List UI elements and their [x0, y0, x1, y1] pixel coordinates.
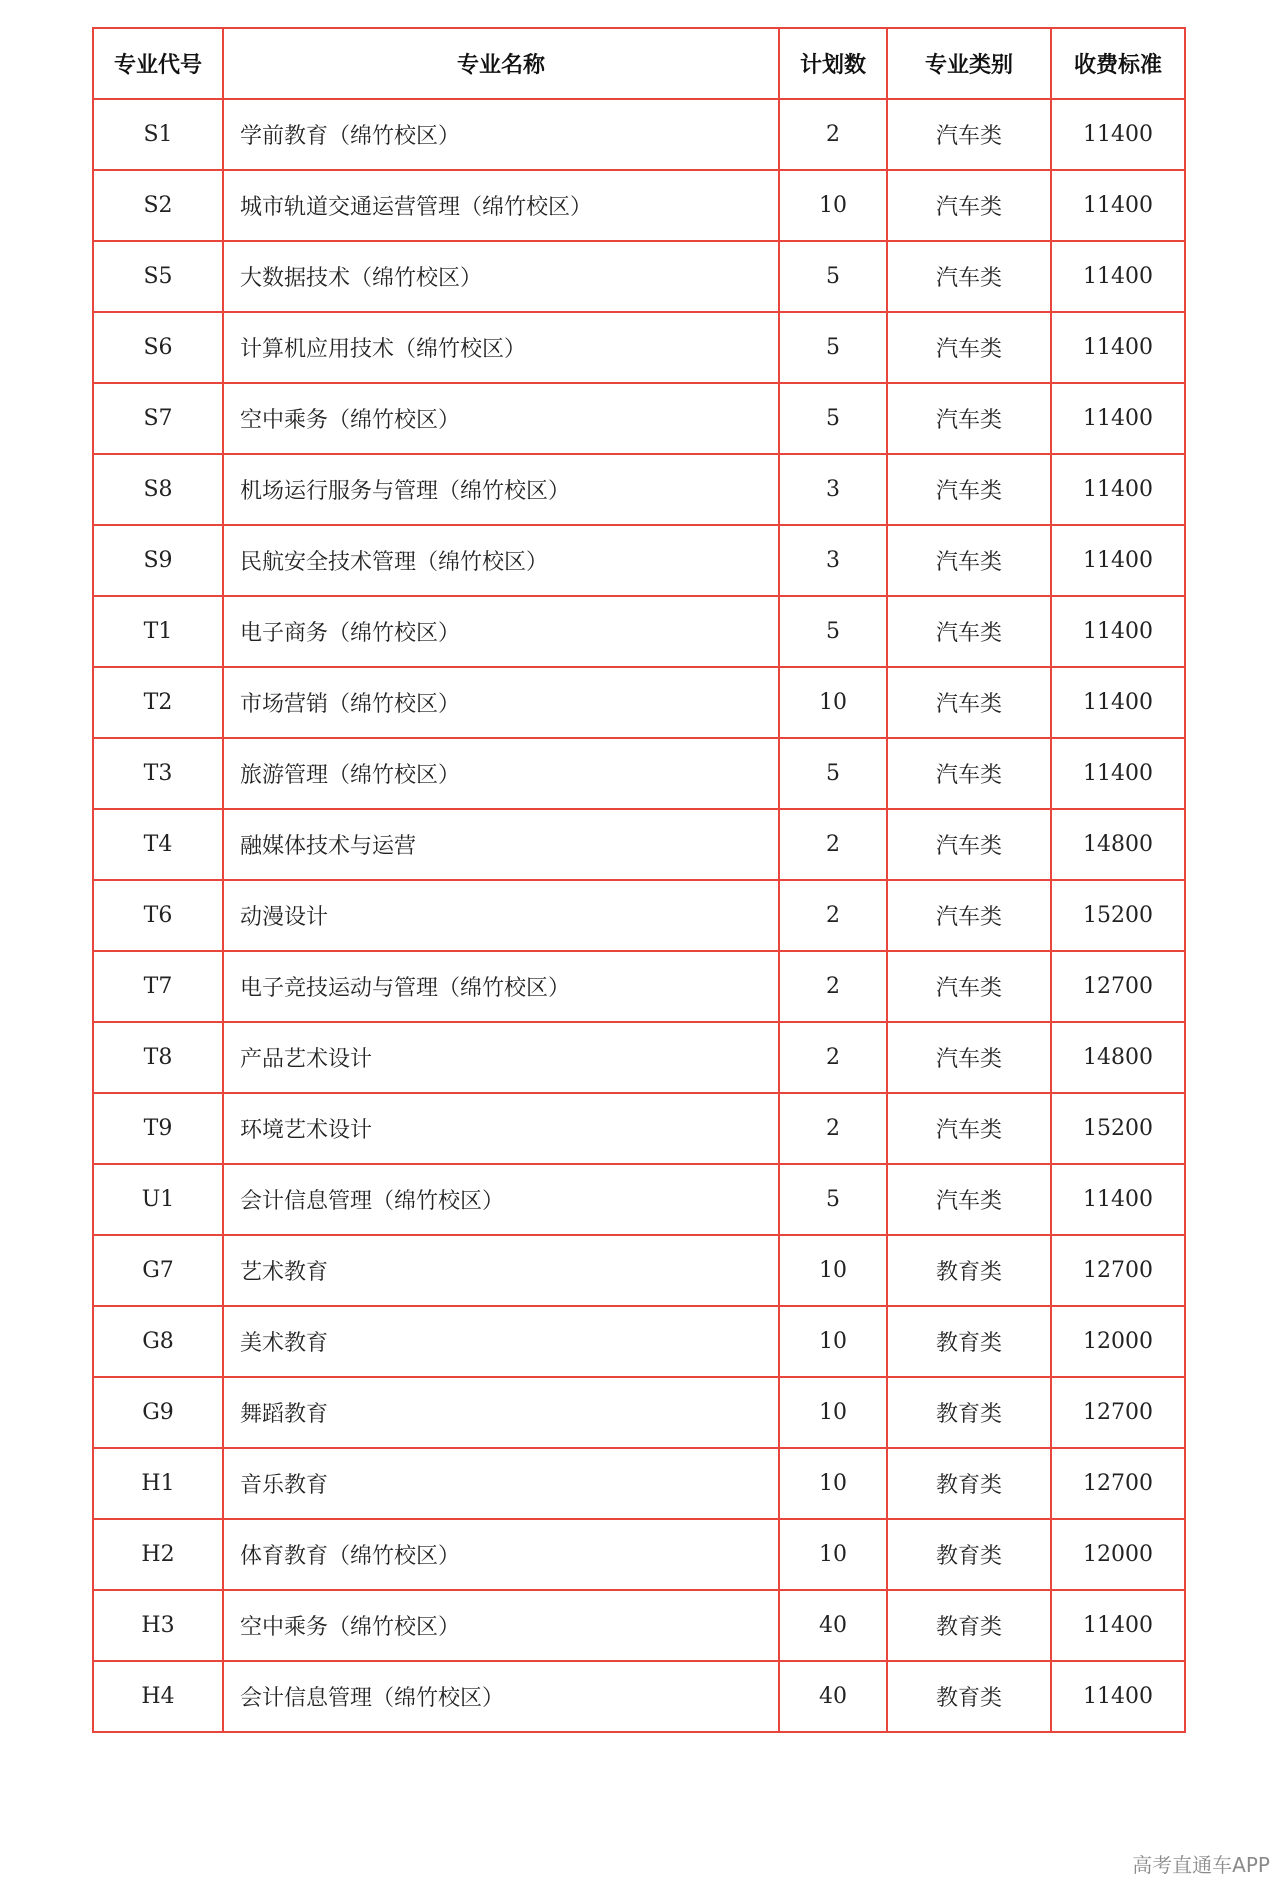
header-major-name: 专业名称	[223, 28, 779, 99]
major-code-cell: S7	[93, 383, 223, 454]
tuition-fee-cell: 12700	[1051, 1377, 1185, 1448]
plan-count-cell: 10	[779, 170, 887, 241]
table-row	[93, 1164, 1185, 1235]
major-code-cell: H2	[93, 1519, 223, 1590]
major-name-cell: 民航安全技术管理（绵竹校区）	[223, 525, 779, 596]
table-row	[93, 667, 1185, 738]
major-name-cell: 音乐教育	[223, 1448, 779, 1519]
table-header-row	[93, 28, 1185, 99]
major-code-cell: S8	[93, 454, 223, 525]
major-code-cell: T6	[93, 880, 223, 951]
major-name-cell: 会计信息管理（绵竹校区）	[223, 1661, 779, 1732]
major-name-cell: 空中乘务（绵竹校区）	[223, 1590, 779, 1661]
plan-count-cell: 2	[779, 880, 887, 951]
table-row	[93, 1093, 1185, 1164]
table-row	[93, 454, 1185, 525]
tuition-fee-cell: 14800	[1051, 1022, 1185, 1093]
major-code-cell: T9	[93, 1093, 223, 1164]
major-name-cell: 电子商务（绵竹校区）	[223, 596, 779, 667]
major-name-cell: 机场运行服务与管理（绵竹校区）	[223, 454, 779, 525]
table-row	[93, 951, 1185, 1022]
tuition-fee-cell: 11400	[1051, 312, 1185, 383]
major-code-cell: G8	[93, 1306, 223, 1377]
plan-count-cell: 3	[779, 525, 887, 596]
plan-count-cell: 10	[779, 1377, 887, 1448]
major-category-cell: 汽车类	[887, 383, 1051, 454]
major-category-cell: 教育类	[887, 1377, 1051, 1448]
tuition-fee-cell: 15200	[1051, 1093, 1185, 1164]
major-name-cell: 环境艺术设计	[223, 1093, 779, 1164]
major-code-cell: S9	[93, 525, 223, 596]
major-category-cell: 汽车类	[887, 525, 1051, 596]
major-name-cell: 会计信息管理（绵竹校区）	[223, 1164, 779, 1235]
tuition-fee-cell: 11400	[1051, 667, 1185, 738]
plan-count-cell: 10	[779, 1519, 887, 1590]
major-name-cell: 大数据技术（绵竹校区）	[223, 241, 779, 312]
major-name-cell: 空中乘务（绵竹校区）	[223, 383, 779, 454]
major-code-cell: G7	[93, 1235, 223, 1306]
major-name-cell: 动漫设计	[223, 880, 779, 951]
major-category-cell: 汽车类	[887, 312, 1051, 383]
majors-table	[92, 27, 1186, 1733]
major-category-cell: 汽车类	[887, 809, 1051, 880]
major-code-cell: S6	[93, 312, 223, 383]
major-code-cell: T1	[93, 596, 223, 667]
table-row	[93, 738, 1185, 809]
plan-count-cell: 5	[779, 1164, 887, 1235]
tuition-fee-cell: 11400	[1051, 99, 1185, 170]
watermark-text: 高考直通车APP	[1132, 1853, 1270, 1877]
tuition-fee-cell: 11400	[1051, 1661, 1185, 1732]
major-category-cell: 汽车类	[887, 241, 1051, 312]
plan-count-cell: 2	[779, 1093, 887, 1164]
plan-count-cell: 2	[779, 951, 887, 1022]
tuition-fee-cell: 11400	[1051, 525, 1185, 596]
major-name-cell: 体育教育（绵竹校区）	[223, 1519, 779, 1590]
table-row	[93, 1448, 1185, 1519]
major-category-cell: 教育类	[887, 1661, 1051, 1732]
header-plan-count: 计划数	[779, 28, 887, 99]
major-category-cell: 教育类	[887, 1235, 1051, 1306]
major-category-cell: 汽车类	[887, 738, 1051, 809]
tuition-fee-cell: 11400	[1051, 383, 1185, 454]
header-major-category: 专业类别	[887, 28, 1051, 99]
major-code-cell: T7	[93, 951, 223, 1022]
major-code-cell: H1	[93, 1448, 223, 1519]
major-category-cell: 教育类	[887, 1448, 1051, 1519]
table-row	[93, 241, 1185, 312]
table-row	[93, 1235, 1185, 1306]
major-name-cell: 学前教育（绵竹校区）	[223, 99, 779, 170]
tuition-fee-cell: 11400	[1051, 454, 1185, 525]
major-name-cell: 城市轨道交通运营管理（绵竹校区）	[223, 170, 779, 241]
major-code-cell: S1	[93, 99, 223, 170]
tuition-fee-cell: 11400	[1051, 738, 1185, 809]
major-name-cell: 艺术教育	[223, 1235, 779, 1306]
tuition-fee-cell: 11400	[1051, 1590, 1185, 1661]
major-name-cell: 市场营销（绵竹校区）	[223, 667, 779, 738]
major-category-cell: 汽车类	[887, 1164, 1051, 1235]
plan-count-cell: 10	[779, 1448, 887, 1519]
table-row	[93, 1661, 1185, 1732]
major-code-cell: G9	[93, 1377, 223, 1448]
table-row	[93, 1590, 1185, 1661]
major-category-cell: 汽车类	[887, 1093, 1051, 1164]
plan-count-cell: 5	[779, 241, 887, 312]
major-name-cell: 计算机应用技术（绵竹校区）	[223, 312, 779, 383]
table-row	[93, 1377, 1185, 1448]
major-code-cell: U1	[93, 1164, 223, 1235]
major-category-cell: 汽车类	[887, 454, 1051, 525]
plan-count-cell: 5	[779, 312, 887, 383]
tuition-fee-cell: 12000	[1051, 1306, 1185, 1377]
table-row	[93, 1306, 1185, 1377]
plan-count-cell: 2	[779, 1022, 887, 1093]
table-row	[93, 596, 1185, 667]
plan-count-cell: 40	[779, 1590, 887, 1661]
table-row	[93, 809, 1185, 880]
table-row	[93, 99, 1185, 170]
major-name-cell: 产品艺术设计	[223, 1022, 779, 1093]
major-code-cell: S2	[93, 170, 223, 241]
major-name-cell: 电子竞技运动与管理（绵竹校区）	[223, 951, 779, 1022]
tuition-fee-cell: 12700	[1051, 951, 1185, 1022]
major-category-cell: 汽车类	[887, 880, 1051, 951]
major-code-cell: S5	[93, 241, 223, 312]
tuition-fee-cell: 12000	[1051, 1519, 1185, 1590]
major-category-cell: 教育类	[887, 1519, 1051, 1590]
header-tuition-fee: 收费标准	[1051, 28, 1185, 99]
table-row	[93, 170, 1185, 241]
plan-count-cell: 5	[779, 738, 887, 809]
major-name-cell: 美术教育	[223, 1306, 779, 1377]
plan-count-cell: 2	[779, 809, 887, 880]
header-major-code: 专业代号	[93, 28, 223, 99]
major-name-cell: 旅游管理（绵竹校区）	[223, 738, 779, 809]
major-category-cell: 汽车类	[887, 1022, 1051, 1093]
tuition-fee-cell: 11400	[1051, 1164, 1185, 1235]
major-code-cell: T8	[93, 1022, 223, 1093]
major-category-cell: 汽车类	[887, 99, 1051, 170]
plan-count-cell: 3	[779, 454, 887, 525]
tuition-fee-cell: 14800	[1051, 809, 1185, 880]
table-row	[93, 880, 1185, 951]
major-code-cell: T3	[93, 738, 223, 809]
major-category-cell: 汽车类	[887, 170, 1051, 241]
plan-count-cell: 5	[779, 596, 887, 667]
plan-count-cell: 5	[779, 383, 887, 454]
major-code-cell: T2	[93, 667, 223, 738]
tuition-fee-cell: 12700	[1051, 1235, 1185, 1306]
major-name-cell: 融媒体技术与运营	[223, 809, 779, 880]
major-category-cell: 汽车类	[887, 951, 1051, 1022]
major-category-cell: 教育类	[887, 1590, 1051, 1661]
tuition-fee-cell: 11400	[1051, 596, 1185, 667]
tuition-fee-cell: 11400	[1051, 170, 1185, 241]
tuition-fee-cell: 11400	[1051, 241, 1185, 312]
major-code-cell: H3	[93, 1590, 223, 1661]
table-row	[93, 312, 1185, 383]
table-row	[93, 525, 1185, 596]
plan-count-cell: 10	[779, 667, 887, 738]
major-name-cell: 舞蹈教育	[223, 1377, 779, 1448]
major-category-cell: 汽车类	[887, 596, 1051, 667]
plan-count-cell: 10	[779, 1235, 887, 1306]
table-row	[93, 1519, 1185, 1590]
major-category-cell: 汽车类	[887, 667, 1051, 738]
major-code-cell: H4	[93, 1661, 223, 1732]
plan-count-cell: 10	[779, 1306, 887, 1377]
major-code-cell: T4	[93, 809, 223, 880]
table-body	[93, 99, 1185, 1732]
table-row	[93, 1022, 1185, 1093]
table-row	[93, 383, 1185, 454]
major-category-cell: 教育类	[887, 1306, 1051, 1377]
plan-count-cell: 40	[779, 1661, 887, 1732]
tuition-fee-cell: 12700	[1051, 1448, 1185, 1519]
tuition-fee-cell: 15200	[1051, 880, 1185, 951]
plan-count-cell: 2	[779, 99, 887, 170]
